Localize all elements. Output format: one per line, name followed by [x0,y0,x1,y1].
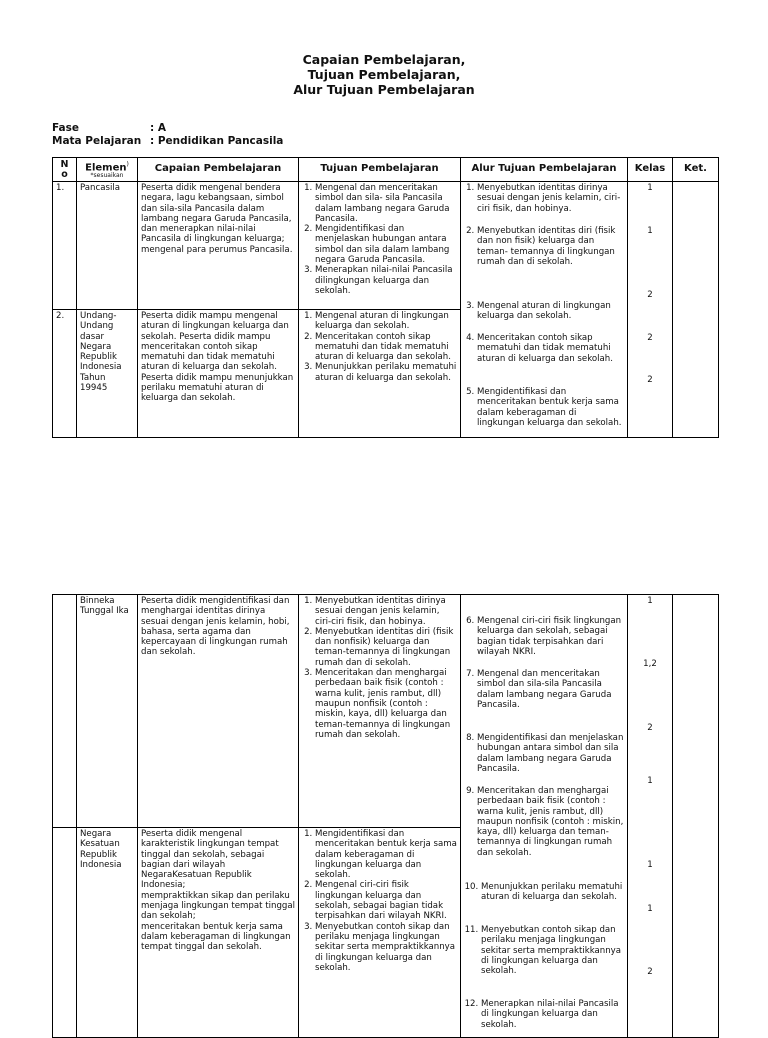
atp-item [464,882,624,903]
row-elemen: Binneka Tunggal Ika [77,595,138,828]
tp-item: 3. Menunjukkan perilaku mematuhi aturan di keluarga dan sekolah. [315,362,457,383]
header-no-line1: N [60,158,69,170]
ket-cell [673,182,719,438]
tp-item: 2. Menceritakan contoh sikap mematuhi dan tidak mematuhi aturan di keluarga dan sekolah. [315,332,457,363]
row-cp: Peserta didik mengenal karakteristik lingkungan tempat tinggal dan sekolah, sebagai bagian dari wilayah NegaraKesatuan Republik Indonesia; mempraktikkan sikap dan perilaku menjaga lingkungan tempat tinggal dan sekolah; menceritakan bentuk kerja sama dalam keberagaman di lingkungan tempat tinggal dan sekolah. [138,828,299,1038]
table-row [53,182,719,310]
atp-item-text: 9. Menceritakan dan menghargai perbedaan baik fisik (contoh : warna kulit, jenis rambut, dll) maupun nonfisik (contoh : miskin, kaya, dll) keluarga dan teman- temannya di lingkungan rumah dan sekolah. [477,786,624,858]
atp-item-text: 7. Mengenal dan menceritakan simbol dan sila-sila Pancasila dalam lambang negara Garuda Pancasila. [477,669,624,710]
tp-item: 3. Menerapkan nilai-nilai Pancasila dilingkungan keluarga dan sekolah. [315,265,457,296]
kelas-value: 1 [647,776,653,786]
row-tp [299,828,461,1038]
kelas-value: 2 [647,375,653,385]
atp-item [464,925,624,976]
kelas-value: 1 [647,596,653,606]
header-no [53,158,77,182]
tp-item: 1. Menyebutkan identitas dirinya sesuai dengan jenis kelamin, ciri-ciri fisik, dan hobinya. [315,596,457,627]
atp-item [464,999,624,1030]
header-elemen-note: *sesuaikan [90,172,124,180]
atp-item [464,226,624,267]
row-no: 2. [53,310,77,438]
curriculum-table-2 [52,594,719,1038]
atp-item [464,183,624,214]
kelas-value: 1 [647,860,653,870]
header-elemen-label: Elemen [85,162,127,174]
row-tp [299,595,461,828]
atp-item-text: 8. Mengidentifikasi dan menjelaskan hubungan antara simbol dan sila dalam lambang negara Garuda Pancasila. [477,733,624,774]
ket-cell [673,595,719,1038]
header-kelas: Kelas [628,158,673,182]
tp-item: 2. Mengidentifikasi dan menjelaskan hubungan antara simbol dan sila dalam lambang negara Garuda Pancasila. [315,224,457,265]
atp-item-text: 2. Menyebutkan identitas diri (fisik dan non fisik) keluarga dan teman- temannya di lingkungan rumah dan di sekolah. [477,226,624,267]
atp-item-text: 12. Menerapkan nilai-nilai Pancasila di lingkungan keluarga dan sekolah. [481,999,624,1030]
header-ket: Ket. [673,158,719,182]
atp-item-text: 3. Mengenal aturan di lingkungan keluarga dan sekolah. [477,301,624,322]
row-cp: Peserta didik mengidentifikasi dan menghargai identitas dirinya sesuai dengan jenis kelamin, hobi, bahasa, serta agama dan kepercayaan di lingkungan rumah dan sekolah. [138,595,299,828]
mapel-value: : Pendidikan Pancasila [150,135,284,147]
header-tp: Tujuan Pembelajaran [299,158,461,182]
atp-item [464,786,624,858]
tp-item: 2. Mengenal ciri-ciri fisik lingkungan keluarga dan sekolah, sebagai bagian tidak terpisahkan dari wilayah NKRI. [315,880,457,921]
kelas-value: 2 [647,290,653,300]
atp-item [464,616,624,657]
kelas-cell [628,595,673,1038]
tp-item: 3. Menyebutkan contoh sikap dan perilaku menjaga lingkungan sekitar serta mempraktikkannya di lingkungan keluarga dan sekolah. [315,922,457,973]
row-cp: Peserta didik mengenal bendera negara, lagu kebangsaan, simbol dan sila-sila Pancasila dalam lambang negara Garuda Pancasila, dan menerapkan nilai-nilai Pancasila di lingkungan keluarga; mengenal para perumus Pancasila. [138,182,299,310]
atp-item-text: 1. Menyebutkan identitas dirinya sesuai dengan jenis kelamin, ciri-ciri fisik, dan hobinya. [477,183,624,214]
header-atp: Alur Tujuan Pembelajaran [461,158,628,182]
row-tp [299,182,461,310]
kelas-cell [628,182,673,438]
atp-item-text: 5. Mengidentifikasi dan menceritakan bentuk kerja sama dalam keberagaman di lingkungan keluarga dan sekolah. [477,387,624,428]
row-no: 1. [53,182,77,310]
row-elemen: Negara Kesatuan Republik Indonesia [77,828,138,1038]
header-elemen [77,158,138,182]
fase-value: : A [150,122,166,134]
row-cp: Peserta didik mampu mengenal aturan di lingkungan keluarga dan sekolah. Peserta didik mampu menceritakan contoh sikap mematuhi dan tidak mematuhi aturan di keluarga dan sekolah. Peserta didik mampu menunjukkan perilaku mematuhi aturan di keluarga dan sekolah. [138,310,299,438]
atp-cell [461,182,628,438]
kelas-value: 2 [647,333,653,343]
tp-item: 3. Menceritakan dan menghargai perbedaan baik fisik (contoh : warna kulit, jenis rambut, dll) maupun nonfisik (contoh : miskin, kaya, dll) keluarga dan teman-temannya di lingkungan rumah dan sekolah. [315,668,457,740]
kelas-value: 1,2 [643,659,657,669]
atp-item-text: 11. Menyebutkan contoh sikap dan perilaku menjaga lingkungan sekitar serta mempraktikkannya di lingkungan keluarga dan sekolah. [481,925,624,976]
atp-item-text: 6. Mengenal ciri-ciri fisik lingkungan keluarga dan sekolah, sebagai bagian tidak terpisahkan dari wilayah NKRI. [477,616,624,657]
tp-item: 1. Mengenal dan menceritakan simbol dan sila- sila Pancasila dalam lambang negara Garuda Pancasila. [315,183,457,224]
kelas-value: 2 [647,723,653,733]
kelas-value: 1 [647,904,653,914]
curriculum-table-1 [52,157,719,438]
title-line-3: Alur Tujuan Pembelajaran [293,82,475,97]
atp-item [464,387,624,428]
header-elemen-sup: ) [126,160,129,168]
atp-item [464,733,624,774]
atp-item [464,301,624,322]
mapel-row [52,135,283,147]
title-line-1: Capaian Pembelajaran, [302,52,466,67]
row-elemen: Pancasila [77,182,138,310]
kelas-value: 1 [647,226,653,236]
atp-cell [461,595,628,1038]
atp-item-text: 10. Menunjukkan perilaku mematuhi aturan di keluarga dan sekolah. [481,882,624,903]
atp-item [464,669,624,710]
kelas-value: 1 [647,183,653,193]
kelas-value: 2 [647,967,653,977]
row-tp [299,310,461,438]
row-no [53,595,77,828]
fase-row [52,122,166,134]
mapel-label: Mata Pelajaran [52,135,142,147]
row-elemen: Undang-Undang dasar Negara Republik Indonesia Tahun 19945 [77,310,138,438]
atp-item [464,333,624,364]
table-row [53,595,719,828]
atp-item-text: 4. Menceritakan contoh sikap mematuhi dan tidak mematuhi aturan di keluarga dan sekolah. [477,333,624,364]
header-cp: Capaian Pembelajaran [138,158,299,182]
document-title [0,52,768,97]
tp-item: 1. Mengenal aturan di lingkungan keluarga dan sekolah. [315,311,457,332]
table-header-row [53,158,719,182]
title-line-2: Tujuan Pembelajaran, [307,67,461,82]
header-no-line2: o [61,168,68,180]
tp-item: 2. Menyebutkan identitas diri (fisik dan nonfisik) keluarga dan teman-temannya di lingkungan rumah dan di sekolah. [315,627,457,668]
tp-item: 1. Mengidentifikasi dan menceritakan bentuk kerja sama dalam keberagaman di lingkungan keluarga dan sekolah. [315,829,457,880]
fase-label: Fase [52,122,80,134]
row-no [53,828,77,1038]
